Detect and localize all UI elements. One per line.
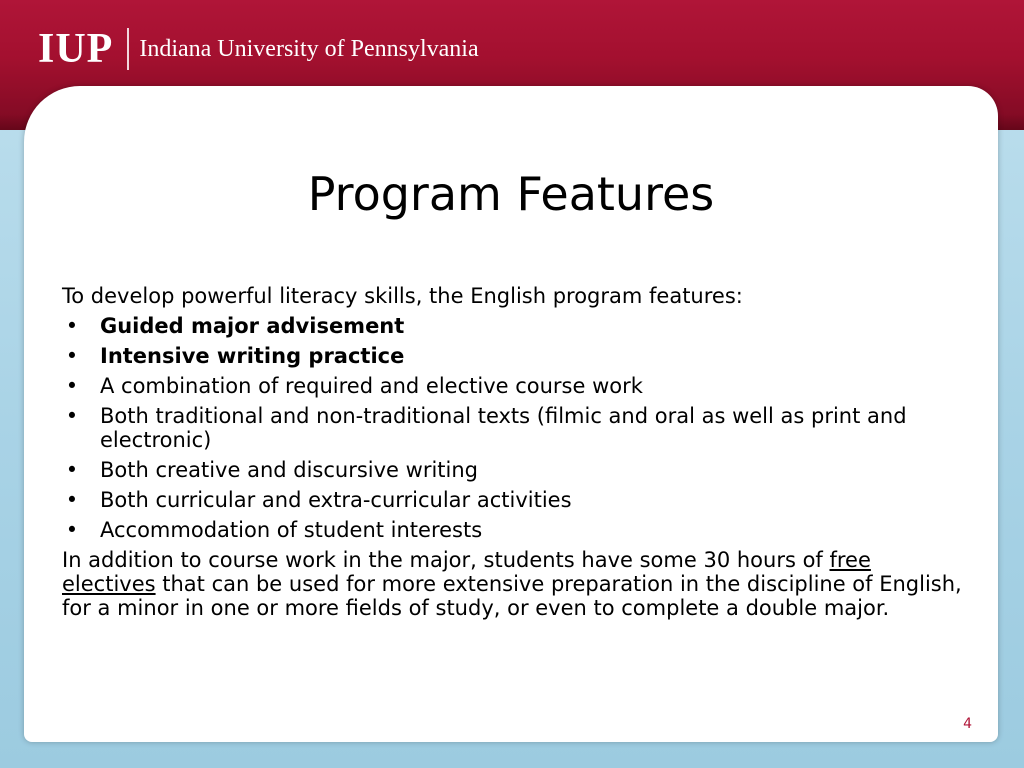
bullet-icon: • (65, 518, 79, 542)
list-item (62, 488, 962, 512)
bullet-icon: • (65, 344, 79, 368)
bullet-icon: • (65, 488, 79, 512)
list-item-text: Guided major advisement (100, 314, 405, 338)
list-item-text: Both creative and discursive writing (100, 458, 478, 482)
list-item (62, 404, 962, 452)
list-item (62, 344, 962, 368)
free-electives-link[interactable]: free electives (62, 548, 871, 596)
bullet-icon: • (65, 458, 79, 482)
list-item (62, 314, 962, 338)
list-item-text: A combination of required and elective course work (100, 374, 643, 398)
closing-text-end: that can be used for more extensive preparation in the discipline of English, for a minor in one or more fields of study, or even to complete a double major. (62, 572, 962, 620)
list-item-text: Both curricular and extra-curricular activities (100, 488, 572, 512)
feature-list (62, 314, 962, 542)
closing-paragraph (62, 548, 962, 620)
list-item (62, 518, 962, 542)
bullet-icon: • (65, 404, 79, 428)
slide-body (62, 284, 962, 620)
list-item-text: Accommodation of student interests (100, 518, 483, 542)
list-item-text: Both traditional and non-traditional texts (filmic and oral as well as print and electronic) (100, 404, 907, 452)
bullet-icon: • (65, 314, 79, 338)
slide-title: Program Features (307, 167, 715, 221)
university-logo (38, 26, 479, 72)
intro-text: To develop powerful literacy skills, the English program features: (62, 284, 743, 308)
list-item-text: Intensive writing practice (100, 344, 405, 368)
logo-mark: IUP (38, 26, 114, 72)
institution-name: Indiana University of Pennsylvania (139, 36, 479, 62)
logo-divider (127, 28, 129, 70)
list-item (62, 374, 962, 398)
page-number: 4 (963, 716, 972, 732)
bullet-icon: • (65, 374, 79, 398)
list-item (62, 458, 962, 482)
closing-text-start: In addition to course work in the major, students have some 30 hours of (62, 548, 830, 572)
